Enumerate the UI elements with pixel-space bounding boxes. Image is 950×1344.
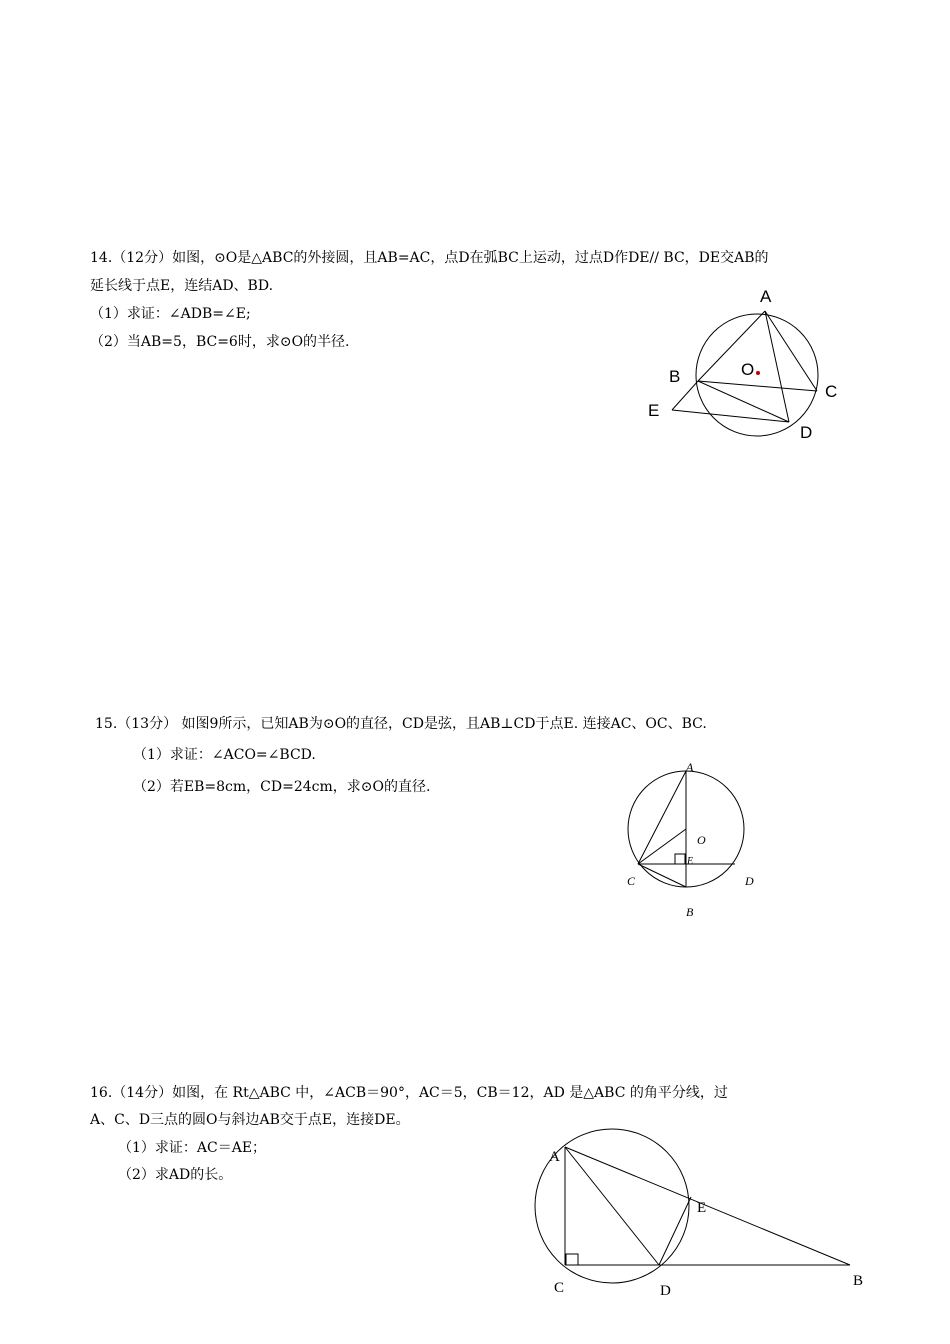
q14-label-D: D <box>800 423 813 442</box>
q16-figure <box>530 1125 875 1300</box>
q16-line1: 16.（14分）如图，在 Rt△ABC 中，∠ACB＝90°，AC＝5，CB＝12，AD 是△ABC 的角平分线，过 <box>90 1085 728 1101</box>
q15-line1: 15.（13分） 如图9所示，已知AB为⊙O的直径，CD是弦，且AB⊥CD于点E. 连接AC、OC、BC. <box>95 716 707 732</box>
q15-label-A: A <box>686 760 694 774</box>
q14-part2: （2）当AB=5，BC=6时，求⊙O的半径. <box>90 334 350 350</box>
q16-label-B: B <box>853 1273 864 1289</box>
q15-label-B: B <box>686 905 694 919</box>
q14-line1: 14.（12分）如图，⊙O是△ABC的外接圆，且AB=AC，点D在弧BC上运动，过点D作DE// BC，DE交AB的 <box>90 250 769 266</box>
q16-label-A: A <box>549 1149 560 1165</box>
q14-label-E: E <box>648 401 660 420</box>
q14-figure <box>630 280 860 445</box>
q16-part1: （1）求证：AC＝AE； <box>118 1140 267 1156</box>
q16-label-C: C <box>554 1280 565 1296</box>
q16-label-D: D <box>660 1283 671 1299</box>
q14-line2: 延长线于点E，连结AD、BD. <box>90 278 274 294</box>
q14-label-C: C <box>825 382 838 401</box>
q15-figure <box>615 755 765 925</box>
q16-part2: （2）求AD的长。 <box>118 1167 233 1183</box>
q16-line2: A、C、D三点的圆O与斜边AB交于点E，连接DE。 <box>90 1112 410 1128</box>
q14-label-B: B <box>669 367 681 386</box>
q15-label-E: E <box>687 856 694 867</box>
q14-part1: （1）求证：∠ADB=∠E; <box>90 306 251 322</box>
q15-part2: （2）若EB=8cm，CD=24cm，求⊙O的直径. <box>133 779 431 795</box>
q15-label-C: C <box>627 874 636 888</box>
q15-label-O: O <box>697 833 706 847</box>
q15-label-D: D <box>745 874 754 888</box>
q15-part1: （1）求证：∠ACO=∠BCD. <box>133 747 316 763</box>
q14-label-O: O <box>741 360 755 379</box>
q14-label-A: A <box>760 287 772 306</box>
q16-label-E: E <box>697 1200 707 1216</box>
